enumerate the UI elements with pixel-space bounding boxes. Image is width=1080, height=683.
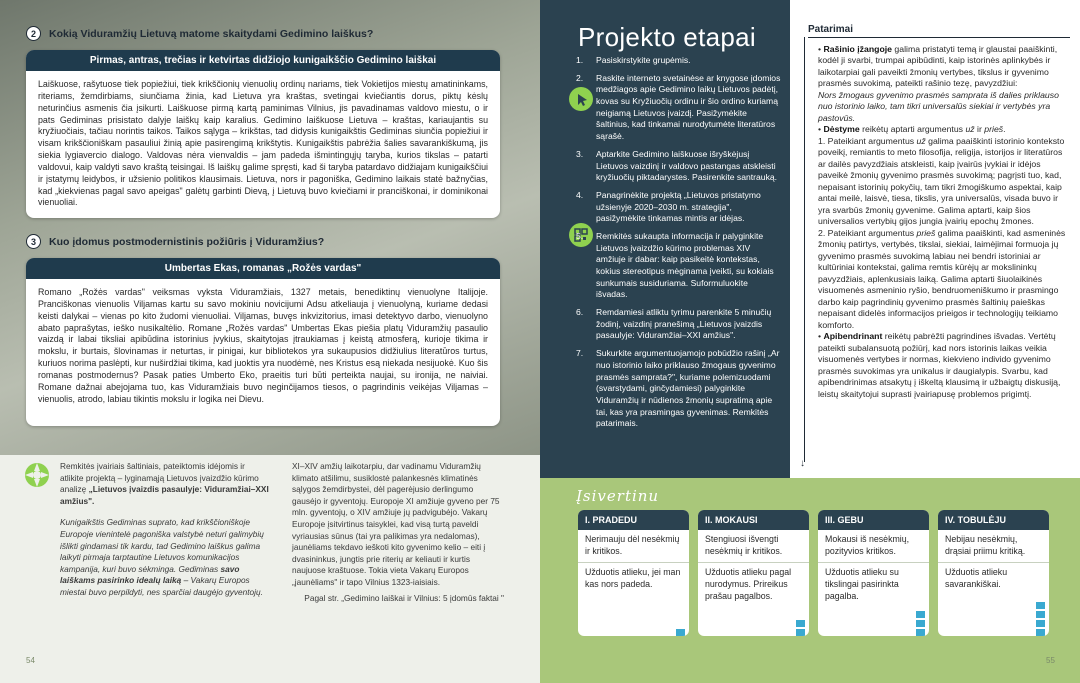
level-bars (916, 609, 925, 636)
page-number: 54 (26, 656, 35, 665)
quote-bold: savo laiškams pasirinko idealų laiką (60, 563, 240, 586)
card-body: Laiškuose, rašytuose tiek popiežiui, tiek krikščionių vienuolių ordinų nariams, tiek Vokietijos miestų amatininkams, riteriams, žemdirbiams, siunčiama žinia, kad Lietuva yra kraštas, svetingai kviečiantis dorus, piktų kėslų neturinčius asmenis čia įsikurti. Laiškuose pirmą kartą paminimas Vilnius, jis pavadinamas valdovo miestu, o ir pats Gediminas prisistato dalyje laiškų kaip karalius. Gedimino laiškuose Lietuva – kraštas, kariaujantis su kryžiuočiais, tačiau norintis taikos. Taikos sąlyga – krikštas, tad didysis kunigaikštis Gediminas siunčia popiežiui ir visam krikščioniškam pasauliui žinią apie pasirengimą krikštytis. Kunigaikštis pabrėžia šalies savarankiškumą, jis siekia lygiavercio dialogo. Valdovas nėra vienvaldis – jam padeda išmintingųjų taryba, kurios tikslas – patarti valdovui, kaip valdyti savo kraštą teisingai. Iš laiškų galime spręsti, kad ši taryba patardavo didžiajam kunigaikščiui ir įstatymų leidybos, ir užsienio politikos klausimais. Lietuva, nors ir pagoniška, Gedimino laikais statė bažnyčias, kad „kiekvienas pagal savo apeigas" galėtų garbinti Dievą, į Lietuvą buvo kviečiami ir pranciškonai, ir dominikonai vienuoliai. (38, 79, 488, 208)
card-title: Pirmas, antras, trečias ir ketvirtas didžiojo kunigaikščio Gedimino laiškai (26, 50, 500, 71)
quote-part: Kunigaikštis Gediminas suprato, kad krikščioniškoje Europoje vienintelė pagoniška valstybė neturi galimybių išlikti gindamasi tik kardu, tad Gedimino laiškus galima laikyti pirmaja tarptautine Lietuvos komunikacijos kampanija, kuri buvo sėkminga. Gediminas (60, 517, 264, 574)
footer-right (292, 461, 504, 604)
step-item: 5. Remkitės sukaupta informacija ir palyginkite Lietuvos įvaizdžio kūrimo problemas XIV amžiuje ir dabar: kaip pasikeitė kontekstas, kokius stereotipus mėginama įveikti, su kokiais sunkumais susiduriama. Suformuluokite išvadas. (576, 230, 774, 300)
step-item: 6. Remdamiesi atliktu tyrimu parenkite 5 minučių žodinį, vaizdinį pranešimą „Lietuvos įvaizdis pasaulyje: Viduramžiai–XXI amžius". (576, 307, 772, 341)
level-card: IV. TOBULĖJU Nebijau nesėkmių, drąsiai priimu kritiką. Užduotis atlieku savarankiškai. (938, 510, 1049, 636)
arrow-down-icon: ↓ (800, 458, 805, 469)
level-card: II. MOKAUSI Stengiuosi išvengti nesėkmių ir kritikos. Užduotis atlieku pagal nurodymus. Prireikus prašau pagalbos. (698, 510, 809, 636)
question-text: Kuo įdomus postmodernistinis požiūris į Viduramžius? (49, 235, 325, 248)
card-body: Romano „Rožės vardas" veiksmas vyksta Viduramžiais, 1327 metais, benediktinų vienuolyne Italijoje. Pranciškonas vienuolis Viljamas kartu su savo mokiniu novicijumi Adsu atkeliauja į vienuolyną, kuriame dedasi keisti dalykai – vienas po kito žudomi vienuoliai. Viljamas, buvęs inkvizitorius, imasi detektyvo darbo, vienuolyno abato paprašytas, ieško nusikaltėlio. Romane „Rožės vardas" Umbertas Ekas piešia platų Viduramžių pasaulio vaizdą ir labai tiksliai apibūdina istorinius įvykius, skaitytojas įtraukiamas į keistą atmosferą, kurioje tikima ir mokslu, ir burtais, šlovinamas ir neturtas, ir pinigai, kur bibliotekos yra sukaupusios didžiulius literatūros turtus, kuriuos norima paslėpti, kur nuširdžiai tikima, kad juoktis yra nuodėmė, nes Kristus esą niekada nesijuokė. Kuo šis romanas postmodernus? Pasak paties Umberto Eko, praeitis turi būti perteikta naujai, su ironija, ne naiviai. Romane dažnai abejojama tuo, kas Viduramžiais buvo neginčijamos tiesos, o pagrindinis veikėjas Viljamas – vienuolis, atrodo, labiau tikintis mokslu ir logika nei Dievu. (38, 287, 488, 404)
project-stages-panel (540, 0, 790, 478)
card-title: Umbertas Ekas, romanas „Rožės vardas" (26, 258, 500, 279)
source-note: Pagal str. „Gedimino laiškai ir Vilnius: 5 įdomūs faktai " (304, 592, 504, 603)
example-thesis: Nors žmogaus gyvenimo prasmės samprata iš dalies priklauso nuo istorinio laiko, tam tikri universalūs siekiai ir vertybės yra pastovūs. (818, 89, 1059, 123)
footer-left (60, 461, 270, 599)
step-item: 4. Panagrinėkite projektą „Lietuvos pristatymo užsienyje 2020–2030 m. strategija", pasižymėkite tinkamas mintis ar idėjas. (576, 189, 761, 224)
assessment-title: Įsivertinu (576, 487, 660, 505)
question-3 (26, 234, 324, 249)
tips-body: • Rašinio įžangoje galima pristatyti temą ir glaustai paaiškinti, kodėl ji svarbi, trumpai apibūdinti, kaip istorinės aplinkybės ir laikotarpiai gali paveikti žmonių vertybes, tikslus ir gyvenimo prasmės suvokimą, pateikti rašinio tezę, pavyzdžiui: Nors žmogaus gyvenimo prasmės samprata iš dalies priklauso nuo istorinio laiko, tam tikri universalūs siekiai ir vertybės yra pastovūs. • Dėstyme reikėtų aptarti argumentus už ir prieš. 1. Pateikiant argumentus už galima paaiškinti istorinio konteksto poveikį, remiantis to meto filosofija, religija, istorijos ir literatūros ar dailės pavyzdžiais atskleisti, kaip įvairūs įvykiai ir idėjos paveikė žmonių gyvenimo prasmės suvokimą; pagrįsti tuo, kad, nepaisant istorinių pokyčių, tam tikri žmogiškumo aspektai, kaip antai meilė, laisvė, tiesa, tikslis, yra universalūs, visada buvo ir yra svarbūs žmonių gyvenime. Galima aptarti, kaip šios universalios vertybių gijos jungia įvairių epochų žmones. 2. Pateikiant argumentus prieš galima paaiškinti, kad asmeninės žmonių patirtys, vertybės, tikslai, siekiai, laimėjimai formuoja jų gyvenimo prasmės suvokimą labiau nei bendri istoriniai ar kultūriniai kontekstai, galima remtis kūrėjų ar mokslininkų pavyzdžiais, aplenkusiais laiką. Galima aptarti šiuolaikinės visuomenės asmeninio ryšio, bendruomeniškumo ir prasmingo darbo kaip pagrindinių gyvenimo prasmės šaltinių paieškas nepaisant didelės informacijos prieigos ir technologijų teikiamo komforto. • Apibendrinant reikėtų pabrėžti pagrindines išvadas. Vertėtų pateikti subalansuotą požiūrį, kad nors istorinis laikas veikia visuomenės vertybes ir normas, kiekvieno individo gyvenimo prasmės suvokimas yra unikalus ir daugialypis. Svarbu, kad apibendrinimas atsakytų į iškeltą klausimą ir užbaigtų diskusiją, leistų skaitytojui suprasti įvairiapusę problemos prigimtį. (818, 44, 1070, 400)
question-text: Kokią Viduramžių Lietuvą matome skaitydami Gedimino laiškus? (49, 27, 374, 40)
letters-card (26, 50, 500, 218)
tips-heading: Patarimai (808, 24, 854, 35)
novel-card (26, 258, 500, 426)
question-number: 3 (26, 234, 41, 249)
quote-end: – Vakarų Europos miestai buvo perpildyti, nes sparčiai daugėjo gyventojų. (60, 575, 263, 598)
level-card: III. GEBU Mokausi iš nesėkmių, pozityvios kritikos. Užduotis atlieku su tikslingai pasirinkta pagalba. (818, 510, 929, 636)
project-icon (24, 462, 50, 488)
divider (808, 37, 1070, 38)
step-item: 3. Aptarkite Gedimino laiškuose išryškėjusį Lietuvos vaizdinį ir valdovo pastangas atskleisti kryžiuočių piktadarystes. Pasirenkite santrauką. (576, 148, 778, 183)
page-number: 55 (1046, 656, 1055, 665)
project-intro: Remkitės įvairiais šaltiniais, pateiktomis idėjomis ir atlikite projektą – lyginamąją Lietuvos įvaizdžio kūrimo analizę (60, 461, 259, 495)
tips-panel (790, 0, 1080, 478)
climate-text: XI–XIV amžių laikotarpiu, dar vadinamu Viduramžių klimato atšilimu, susiklostė palankesnės klimatinės sąlygos žemdirbystei, dėl pagerėjusio derlingumo gausėjo ir gyventojų. Europoje XI amžiuje gyveno per 75 mln. gyventojų, o XIV amžiuje jų padvigubėjo. Vakarų Europoje įsitvirtinus taisyklei, kad visą turtą paveldi vyriausias sūnus (tai yra palikimas yra nedalomas), jaunėliams tekdavo ieškoti kito gyvenimo kelio – eiti į dvasininkus, jungtis prie riterių ar keliauti ir kurtis naujuose kraštuose. Tokia vieta Vakarų Europos „jaunėliams" ir tapo Vilnius 1323-iaisiais. (292, 461, 500, 588)
step-item: 2. Raskite interneto svetainėse ar knygose įdomios medžiagos apie Gedimino laikų Lietuvos padėtį, kovas su Kryžiuočių ordinu ir šio ordino kuriamą neigiamą Lietuvos įvaizdį. Pasižymėkite šaltinius, kad tinkamai nurodytumėte literatūros sąrašė. (576, 72, 781, 142)
project-title: „Lietuvos įvaizdis pasaulyje: Viduramžiai–XXI amžius". (60, 484, 269, 506)
panel-title: Projekto etapai (578, 22, 756, 52)
level-card: I. PRADEDU Nerimauju dėl nesėkmių ir kritikos. Užduotis atlieku, jei man kas nors padeda. (578, 510, 689, 636)
steps-list (576, 55, 781, 436)
question-2 (26, 26, 373, 41)
self-assessment-panel (540, 478, 1080, 683)
step-item: 7. Sukurkite argumentuojamojo pobūdžio rašinį „Ar nuo istorinio laiko priklauso žmogaus gyvenimo prasmės samprata?", kuriame polemizuodami (svarstydami, ginčydamiesi) palyginkite Viduramžių ir nūdienos žmonių supratimą apie tai, kas yra prasmingas gyvenimas. Remkitės patarimais. (576, 348, 780, 429)
question-number: 2 (26, 26, 41, 41)
level-bars (1036, 600, 1045, 636)
level-bars (796, 618, 805, 636)
vertical-divider (804, 37, 805, 462)
level-bars (676, 627, 685, 636)
step-item: 1. Pasiskirstykite grupėmis. (576, 55, 691, 65)
